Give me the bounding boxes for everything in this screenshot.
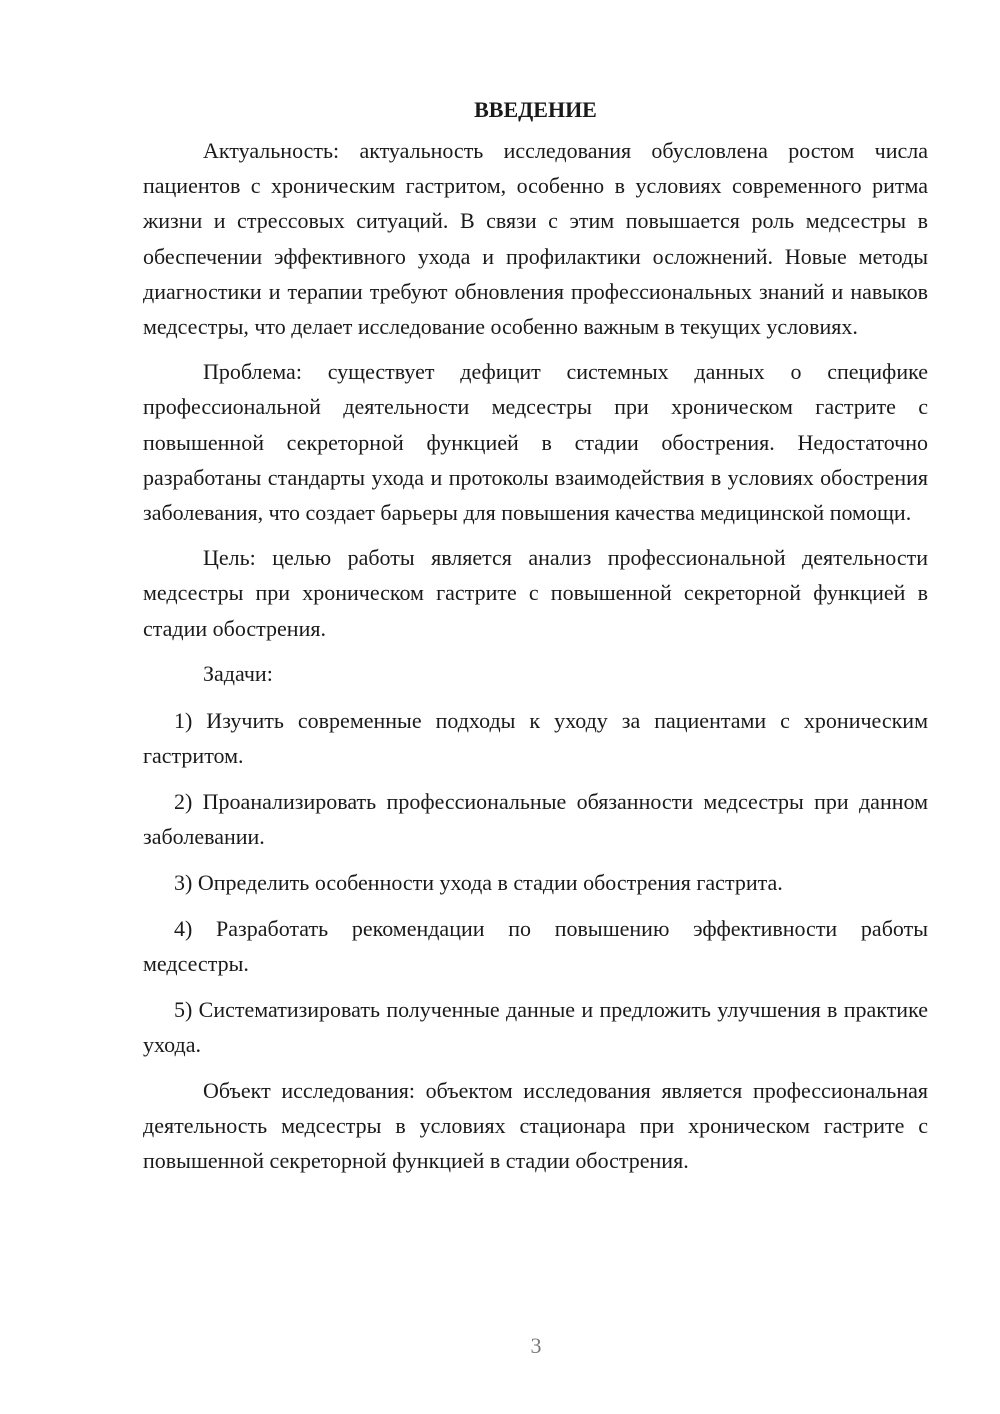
paragraph-goal: Цель: целью работы является анализ профессиональной деятельности медсестры при хроническом гастрите с повышенной секреторной функцией в стадии обострения. [143, 545, 928, 641]
paragraph-problem: Проблема: существует дефицит системных данных о специфике профессиональной деятельности медсестры при хроническом гастрите с повышенной секреторной функцией в стадии обострения. Недостаточно разработаны стандарты ухода и протоколы взаимодействия в условиях обострения заболевания, что создает барьеры для повышения качества медицинской помощи. [143, 359, 928, 526]
page-content [143, 92, 928, 1178]
tasks-label: Задачи: [203, 660, 273, 686]
task-item-4: 4) Разработать рекомендации по повышению эффективности работы медсестры. [143, 915, 928, 976]
paragraph-relevance: Актуальность: актуальность исследования обусловлена ростом числа пациентов с хроническим гастритом, особенно в условиях современного ритма жизни и стрессовых ситуаций. В связи с этим повышается роль медсестры в обеспечении эффективного ухода и профилактики осложнений. Новые методы диагностики и терапии требуют обновления профессиональных знаний и навыков медсестры, что делает исследование особенно важным в текущих условиях. [143, 138, 928, 340]
task-item-2: 2) Проанализировать профессиональные обязанности медсестры при данном заболевании. [143, 788, 928, 849]
task-item-1: 1) Изучить современные подходы к уходу за пациентами с хроническим гастритом. [143, 707, 928, 768]
page-number: 3 [530, 1333, 542, 1358]
task-item-5: 5) Систематизировать полученные данные и предложить улучшения в практике ухода. [143, 996, 928, 1057]
paragraph-object: Объект исследования: объектом исследования является профессиональная деятельность медсестры в условиях стационара при хроническом гастрите с повышенной секреторной функцией в стадии обострения. [143, 1077, 928, 1174]
page-title: ВВЕДЕНИЕ [474, 97, 597, 122]
task-item-3: 3) Определить особенности ухода в стадии обострения гастрита. [174, 869, 783, 895]
